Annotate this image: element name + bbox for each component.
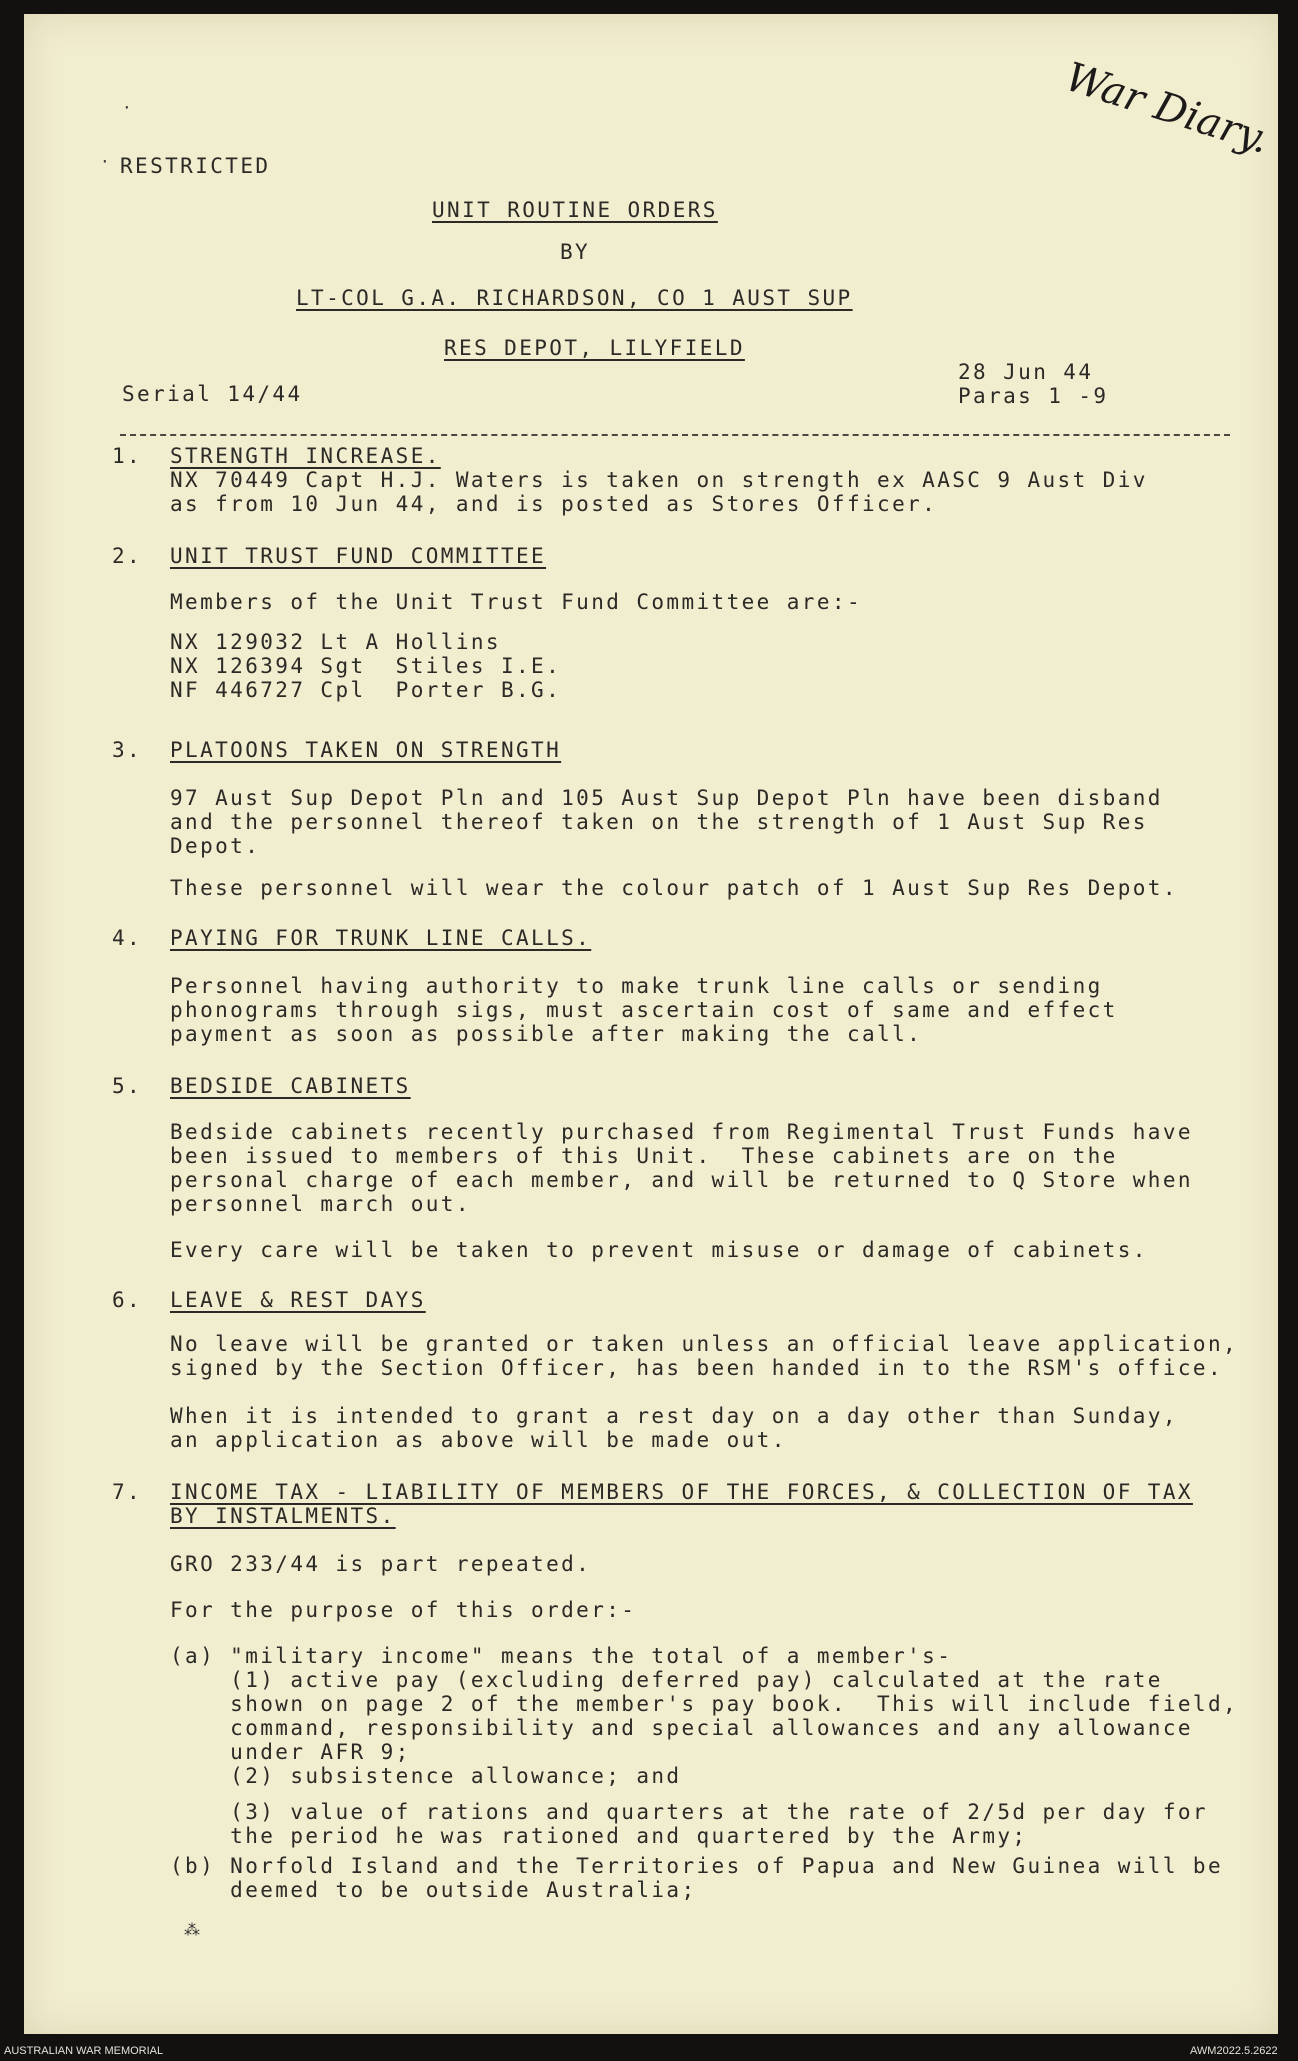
para-number: 7. [112,1480,143,1504]
archive-footer-right: AWM2022.5.2622 [1190,2045,1278,2057]
committee-member: NX 129032 Lt A Hollins [170,630,501,654]
para-text-line: phonograms through sigs, must ascertain cost of same and effect [170,998,1118,1022]
definition-line: deemed to be outside Australia; [170,1878,697,1902]
definition-line: (3) value of rations and quarters at the rate of 2/5d per day for [170,1800,1208,1824]
document-page [24,14,1278,2034]
para-number: 6. [112,1288,143,1312]
para-text-line: Personnel having authority to make trunk line calls or sending [170,974,1103,998]
para-heading: UNIT TRUST FUND COMMITTEE [170,544,547,568]
para-text-line: payment as soon as possible after making the call. [170,1022,923,1046]
para-text-line: an application as above will be made out. [170,1428,787,1452]
para-heading: STRENGTH INCREASE. [170,444,441,468]
order-date: 28 Jun 44 [958,360,1094,384]
para-heading: LEAVE & REST DAYS [170,1288,426,1312]
ink-smudge: ⁂ [184,1920,200,1939]
handwritten-war-diary-note: War Diary. [1059,54,1275,163]
para-text-line: GRO 233/44 is part repeated. [170,1552,592,1576]
classification-label: RESTRICTED [120,154,271,178]
para-text-line: personal charge of each member, and will be returned to Q Store when [170,1168,1193,1192]
serial-number: Serial 14/44 [122,382,303,406]
para-heading: PLATOONS TAKEN ON STRENGTH [170,738,562,762]
definition-line: command, responsibility and special allowances and any allowance [170,1716,1193,1740]
definition-line: (2) subsistence allowance; and [170,1764,682,1788]
committee-member: NX 126394 Sgt Stiles I.E. [170,654,562,678]
definition-line: under AFR 9; [170,1740,411,1764]
definition-line: (a) "military income" means the total of a member's- [170,1644,953,1668]
document-title: UNIT ROUTINE ORDERS [432,198,718,222]
para-text-line: Every care will be taken to prevent misuse or damage of cabinets. [170,1238,1148,1262]
para-number: 1. [112,444,143,468]
para-text-line: When it is intended to grant a rest day on a day other than Sunday, [170,1404,1178,1428]
para-text-line: and the personnel thereof taken on the strength of 1 Aust Sup Res [170,810,1148,834]
para-text-line: NX 70449 Capt H.J. Waters is taken on strength ex AASC 9 Aust Div [170,468,1148,492]
issuer-line-2: RES DEPOT, LILYFIELD [444,336,745,360]
para-text-line: personnel march out. [170,1192,471,1216]
ink-mark: · [100,152,110,171]
para-text-line: These personnel will wear the colour patch of 1 Aust Sup Res Depot. [170,876,1178,900]
para-number: 3. [112,738,143,762]
para-heading: INCOME TAX - LIABILITY OF MEMBERS OF THE FORCES, & COLLECTION OF TAX [170,1480,1193,1504]
issuer-line-1: LT-COL G.A. RICHARDSON, CO 1 AUST SUP [296,286,853,310]
definition-line: the period he was rationed and quartered by the Army; [170,1824,1028,1848]
para-heading: BY INSTALMENTS. [170,1504,396,1528]
definition-line: (1) active pay (excluding deferred pay) calculated at the rate [170,1668,1163,1692]
para-text-line: been issued to members of this Unit. These cabinets are on the [170,1144,1118,1168]
definition-line: shown on page 2 of the member's pay book. This will include field, [170,1692,1239,1716]
definition-line: (b) Norfold Island and the Territories of Papua and New Guinea will be [170,1854,1224,1878]
para-text-line: Bedside cabinets recently purchased from Regimental Trust Funds have [170,1120,1193,1144]
para-text-line: No leave will be granted or taken unless an official leave application, [170,1332,1239,1356]
para-heading: BEDSIDE CABINETS [170,1074,411,1098]
para-text-line: For the purpose of this order:- [170,1598,637,1622]
para-text-line: Members of the Unit Trust Fund Committee are:- [170,590,862,614]
para-number: 4. [112,926,143,950]
para-number: 5. [112,1074,143,1098]
para-heading: PAYING FOR TRUNK LINE CALLS. [170,926,592,950]
para-text-line: 97 Aust Sup Depot Pln and 105 Aust Sup Depot Pln have been disband [170,786,1163,810]
paras-range: Paras 1 -9 [958,384,1109,408]
archive-footer-left: AUSTRALIAN WAR MEMORIAL [4,2045,164,2057]
para-number: 2. [112,544,143,568]
header-divider [120,434,1230,436]
by-label: BY [560,240,591,264]
para-text-line: signed by the Section Officer, has been handed in to the RSM's office. [170,1356,1224,1380]
para-text-line: Depot. [170,834,261,858]
ink-mark: · [122,98,132,117]
committee-member: NF 446727 Cpl Porter B.G. [170,678,562,702]
para-text-line: as from 10 Jun 44, and is posted as Stores Officer. [170,492,938,516]
